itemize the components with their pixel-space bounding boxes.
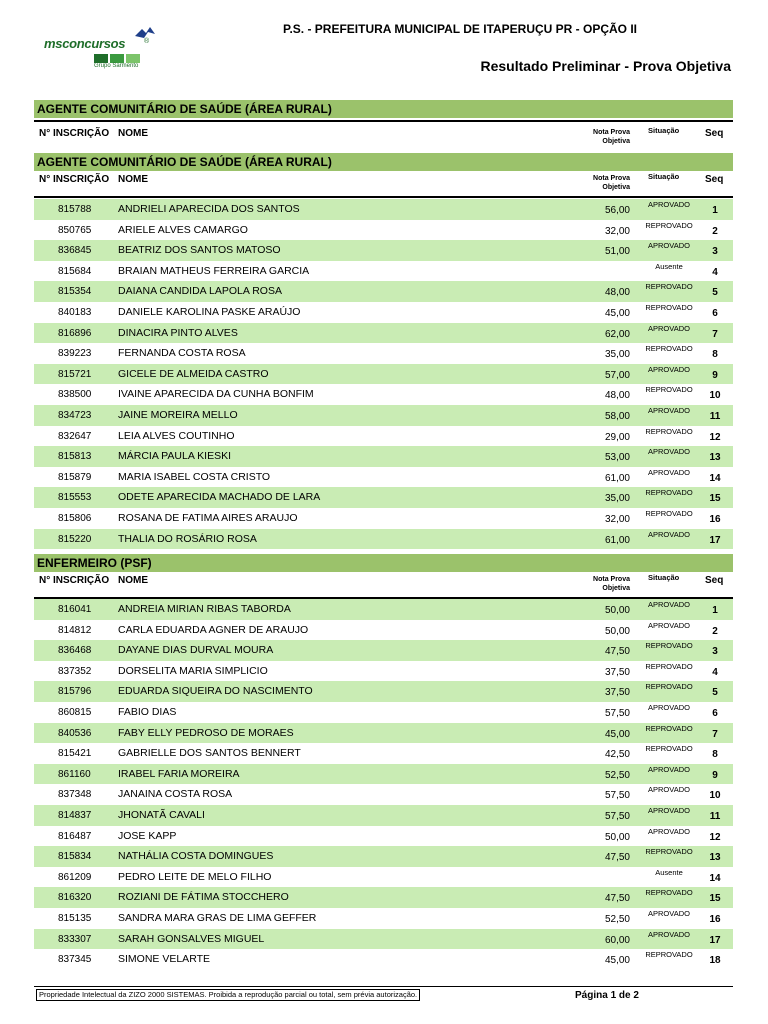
logo-subtitle: Grupo Sarmento [94,63,139,69]
table-row [34,384,733,405]
table-row [34,405,733,426]
cell-nome: NATHÁLIA COSTA DOMINGUES [118,850,274,863]
cell-situacao: APROVADO [648,600,690,609]
cell-inscricao: 815788 [58,204,92,215]
cell-inscricao: 815813 [58,451,92,463]
cell-nota: 45,00 [604,308,630,319]
cell-inscricao: 836845 [58,245,92,257]
cell-nome: JAINE MOREIRA MELLO [118,409,238,421]
cell-seq: 2 [712,625,718,637]
cell-nome: JOSE KAPP [118,829,177,842]
cell-seq: 16 [709,514,721,525]
cell-situacao: APROVADO [648,929,690,939]
col-situacao: Situação [648,573,680,582]
cell-situacao: REPROVADO [645,385,693,395]
cell-inscricao: 837352 [58,665,92,677]
col-nome: NOME [118,174,148,185]
cell-inscricao: 837348 [58,789,92,801]
cell-situacao: APROVADO [648,406,690,415]
msconcursos-logo [40,24,160,74]
cell-nome: DINACIRA PINTO ALVES [118,326,238,339]
cell-seq: 4 [712,266,718,278]
divider [34,196,733,198]
cell-situacao: APROVADO [648,703,690,712]
column-header [34,168,733,192]
cell-nota: 57,00 [604,369,630,381]
table-row [34,281,733,302]
cell-nome: ROSANA DE FATIMA AIRES ARAUJO [118,512,298,524]
table-row [34,599,733,620]
cell-situacao: REPROVADO [645,344,693,354]
cell-inscricao: 839223 [58,348,92,360]
cell-situacao: APROVADO [648,785,690,795]
cell-situacao: APROVADO [648,447,690,457]
cell-seq: 13 [709,452,721,464]
cell-nome: DAYANE DIAS DURVAL MOURA [118,644,274,657]
cell-nota: 29,00 [604,431,630,443]
table-row [34,764,733,785]
cell-inscricao: 815879 [58,471,92,483]
cell-seq: 11 [709,811,721,822]
cell-situacao: REPROVADO [645,682,693,692]
table-row [34,323,733,344]
cell-inscricao: 816896 [58,327,92,339]
cell-inscricao: 833307 [58,933,92,945]
cell-seq: 10 [709,390,721,402]
cell-inscricao: 816320 [58,892,92,904]
table-row [34,261,733,282]
cell-nome: MARIA ISABEL COSTA CRISTO [118,470,271,483]
cell-nome: FABIO DIAS [118,706,177,718]
copyright-note: Propriedade Intelectual da ZIZO 2000 SISTEMAS. Proibida a reprodução parcial ou total, sem prévia autorização. [36,989,420,1001]
table-row [34,343,733,364]
cell-situacao: Ausente [655,867,683,877]
cell-nome: DANIELE KAROLINA PASKE ARAÚJO [118,306,301,318]
col-nota: Nota Prova Objetiva [593,129,630,145]
cell-inscricao: 850765 [58,224,92,236]
cell-nome: DAIANA CANDIDA LAPOLA ROSA [118,285,282,298]
cell-nota: 56,00 [604,205,630,216]
table-row [34,702,733,723]
cell-nota: 50,00 [604,625,630,637]
page-number: Página 1 de 2 [575,990,639,1001]
table-row [34,846,733,867]
cell-situacao: REPROVADO [645,723,693,733]
cell-inscricao: 840536 [58,727,92,739]
table-row [34,302,733,323]
col-seq: Seq [705,174,724,185]
col-inscricao: N° INSCRIÇÃO [39,174,110,185]
cell-seq: 9 [712,369,718,381]
col-seq: Seq [705,128,724,139]
cell-inscricao: 815220 [58,533,92,545]
cell-nota: 57,50 [604,811,630,822]
cell-situacao: REPROVADO [645,641,693,651]
table-row [34,467,733,488]
cell-nome: PEDRO LEITE DE MELO FILHO [118,870,272,883]
cell-inscricao: 836468 [58,645,92,657]
cell-seq: 6 [712,708,718,719]
table-row [34,199,733,220]
cell-nome: ROZIANI DE FÁTIMA STOCCHERO [118,891,289,904]
section-title: AGENTE COMUNITÁRIO DE SAÚDE (ÁREA RURAL) [34,153,733,171]
table-row [34,867,733,888]
cell-situacao: REPROVADO [645,661,693,671]
cell-seq: 15 [709,893,721,905]
cell-nome: ARIELE ALVES CAMARGO [118,223,248,236]
cell-nota: 57,50 [604,790,630,802]
cell-situacao: APROVADO [648,467,690,477]
cell-seq: 13 [709,852,721,864]
cell-seq: 6 [712,308,718,319]
cell-inscricao: 816487 [58,830,92,842]
cell-situacao: REPROVADO [645,888,693,898]
cell-situacao: APROVADO [648,364,690,374]
cell-seq: 5 [712,687,718,699]
table-row [34,487,733,508]
cell-inscricao: 815553 [58,492,92,504]
table-row [34,929,733,950]
cell-nome: ODETE APARECIDA MACHADO DE LARA [118,491,321,504]
cell-nome: FABY ELLY PEDROSO DE MORAES [118,726,294,739]
section-title: ENFERMEIRO (PSF) [34,554,733,572]
table-row [34,805,733,826]
table-row [34,908,733,929]
cell-inscricao: 838500 [58,389,92,401]
cell-seq: 14 [709,872,721,884]
col-nome: NOME [118,575,148,586]
col-inscricao: N° INSCRIÇÃO [39,128,110,139]
cell-nome: DORSELITA MARIA SIMPLICIO [118,664,268,677]
cell-nota: 32,00 [604,514,630,525]
cell-nota: 47,50 [604,852,630,864]
cell-nome: ANDRIELI APARECIDA DOS SANTOS [118,203,300,215]
cell-situacao: APROVADO [648,620,690,630]
cell-seq: 8 [712,749,718,761]
col-nome: NOME [118,128,148,139]
logo-text: msconcursos [44,36,126,51]
cell-situacao: REPROVADO [645,220,693,230]
cell-nome: EDUARDA SIQUEIRA DO NASCIMENTO [118,685,313,698]
cell-nota: 57,50 [604,708,630,719]
page-title: P.S. - PREFEITURA MUNICIPAL DE ITAPERUÇU PR - OPÇÃO II [282,22,638,36]
cell-inscricao: 814812 [58,624,92,636]
cell-seq: 9 [712,769,718,781]
cell-nome: LEIA ALVES COUTINHO [118,429,235,442]
cell-nota: 35,00 [604,493,630,505]
cell-seq: 7 [712,328,718,340]
cell-situacao: APROVADO [648,806,690,815]
cell-seq: 18 [709,955,721,967]
table-row [34,426,733,447]
cell-inscricao: 837345 [58,954,92,966]
cell-nota: 47,50 [604,646,630,658]
cell-nota: 52,50 [604,769,630,781]
cell-inscricao: 815421 [58,748,92,760]
cell-seq: 12 [709,831,721,843]
cell-inscricao: 815135 [58,913,92,924]
cell-nome: ANDREIA MIRIAN RIBAS TABORDA [118,603,291,615]
cell-seq: 17 [709,934,721,946]
footer-divider [34,986,733,987]
cell-nome: BEATRIZ DOS SANTOS MATOSO [118,244,281,257]
cell-nota: 52,50 [604,914,630,925]
cell-situacao: REPROVADO [645,847,693,857]
cell-seq: 4 [712,666,718,678]
cell-inscricao: 815806 [58,513,92,524]
cell-inscricao: 860815 [58,707,92,718]
cell-nota: 42,50 [604,749,630,761]
cell-inscricao: 861209 [58,871,92,883]
page-subtitle: Resultado Preliminar - Prova Objetiva [480,58,731,74]
cell-nota: 37,50 [604,687,630,699]
cell-nome: JANAINA COSTA ROSA [118,788,233,801]
cell-seq: 10 [709,790,721,802]
cell-inscricao: 834723 [58,410,92,421]
cell-nota: 58,00 [604,411,630,422]
cell-nome: BRAIAN MATHEUS FERREIRA GARCIA [118,264,310,277]
col-nota: Nota Prova Objetiva [593,576,630,592]
cell-seq: 12 [709,431,721,443]
cell-seq: 8 [712,349,718,361]
cell-inscricao: 840183 [58,307,92,318]
table-row [34,640,733,661]
cell-situacao: APROVADO [648,200,690,209]
registered-icon: ® [144,38,150,45]
cell-nota: 48,00 [604,287,630,299]
cell-inscricao: 832647 [58,430,92,442]
table-row [34,743,733,764]
cell-nota: 50,00 [604,831,630,843]
cell-nome: IRABEL FARIA MOREIRA [118,767,240,780]
table-row [34,949,733,970]
cell-nota: 45,00 [604,728,630,740]
table-row [34,620,733,641]
cell-nome: JHONATÃ CAVALI [118,809,205,821]
cell-seq: 5 [712,287,718,299]
cell-nota: 47,50 [604,893,630,905]
cell-situacao: APROVADO [648,241,690,251]
table-row [34,220,733,241]
col-nota: Nota Prova Objetiva [593,175,630,191]
cell-situacao: APROVADO [648,826,690,836]
cell-nota: 61,00 [604,472,630,484]
col-situacao: Situação [648,172,680,181]
cell-situacao: REPROVADO [645,282,693,292]
cell-seq: 7 [712,728,718,740]
cell-situacao: APROVADO [648,764,690,774]
cell-inscricao: 816041 [58,604,92,615]
cell-nota: 60,00 [604,934,630,946]
col-seq: Seq [705,575,724,586]
cell-nome: SANDRA MARA GRAS DE LIMA GEFFER [118,912,317,924]
cell-inscricao: 815354 [58,286,92,298]
col-situacao: Situação [648,126,680,135]
cell-situacao: Ausente [655,261,683,271]
cell-inscricao: 815721 [58,368,92,380]
table-row [34,681,733,702]
col-inscricao: N° INSCRIÇÃO [39,575,110,586]
cell-nome: SIMONE VELARTE [118,953,210,966]
cell-nota: 62,00 [604,328,630,340]
cell-nota: 48,00 [604,390,630,402]
cell-nome: THALIA DO ROSÁRIO ROSA [118,532,257,545]
cell-nome: CARLA EDUARDA AGNER DE ARAUJO [118,623,309,636]
cell-inscricao: 861160 [58,768,91,780]
cell-inscricao: 814837 [58,810,92,821]
cell-seq: 3 [712,246,718,258]
cell-inscricao: 815684 [58,265,92,277]
cell-situacao: REPROVADO [645,744,693,754]
table-row [34,529,733,550]
cell-seq: 17 [709,534,721,546]
cell-nota: 53,00 [604,452,630,464]
table-row [34,784,733,805]
cell-situacao: REPROVADO [645,488,693,498]
cell-inscricao: 815796 [58,686,92,698]
cell-nome: FERNANDA COSTA ROSA [118,347,246,360]
column-header [34,122,733,146]
cell-nota: 32,00 [604,225,630,237]
cell-situacao: REPROVADO [645,303,693,312]
table-row [34,508,733,529]
cell-nota: 37,50 [604,666,630,678]
cell-situacao: APROVADO [648,909,690,918]
table-row [34,723,733,744]
cell-seq: 3 [712,646,718,658]
table-row [34,661,733,682]
table-row [34,826,733,847]
cell-situacao: REPROVADO [645,426,693,436]
cell-seq: 14 [709,472,721,484]
section-title: AGENTE COMUNITÁRIO DE SAÚDE (ÁREA RURAL) [34,100,733,118]
cell-nome: GICELE DE ALMEIDA CASTRO [118,367,269,380]
cell-seq: 15 [709,493,721,505]
cell-inscricao: 815834 [58,851,92,863]
cell-seq: 11 [709,411,721,422]
cell-nome: MÁRCIA PAULA KIESKI [118,450,232,463]
cell-situacao: APROVADO [648,529,690,539]
cell-nome: IVAINE APARECIDA DA CUNHA BONFIM [118,388,314,401]
cell-nota: 45,00 [604,955,630,967]
cell-nome: GABRIELLE DOS SANTOS BENNERT [118,747,301,760]
cell-seq: 1 [712,205,718,216]
cell-nome: SARAH GONSALVES MIGUEL [118,932,265,945]
cell-seq: 2 [712,225,718,237]
cell-seq: 16 [709,914,721,925]
cell-nota: 35,00 [604,349,630,361]
cell-nota: 50,00 [604,605,630,616]
table-row [34,364,733,385]
cell-situacao: REPROVADO [645,509,693,518]
cell-nota: 51,00 [604,246,630,258]
cell-seq: 1 [712,605,718,616]
cell-situacao: APROVADO [648,323,690,333]
table-row [34,240,733,261]
cell-nota: 61,00 [604,534,630,546]
column-header [34,569,733,593]
table-row [34,887,733,908]
table-row [34,446,733,467]
cell-situacao: REPROVADO [645,950,693,960]
